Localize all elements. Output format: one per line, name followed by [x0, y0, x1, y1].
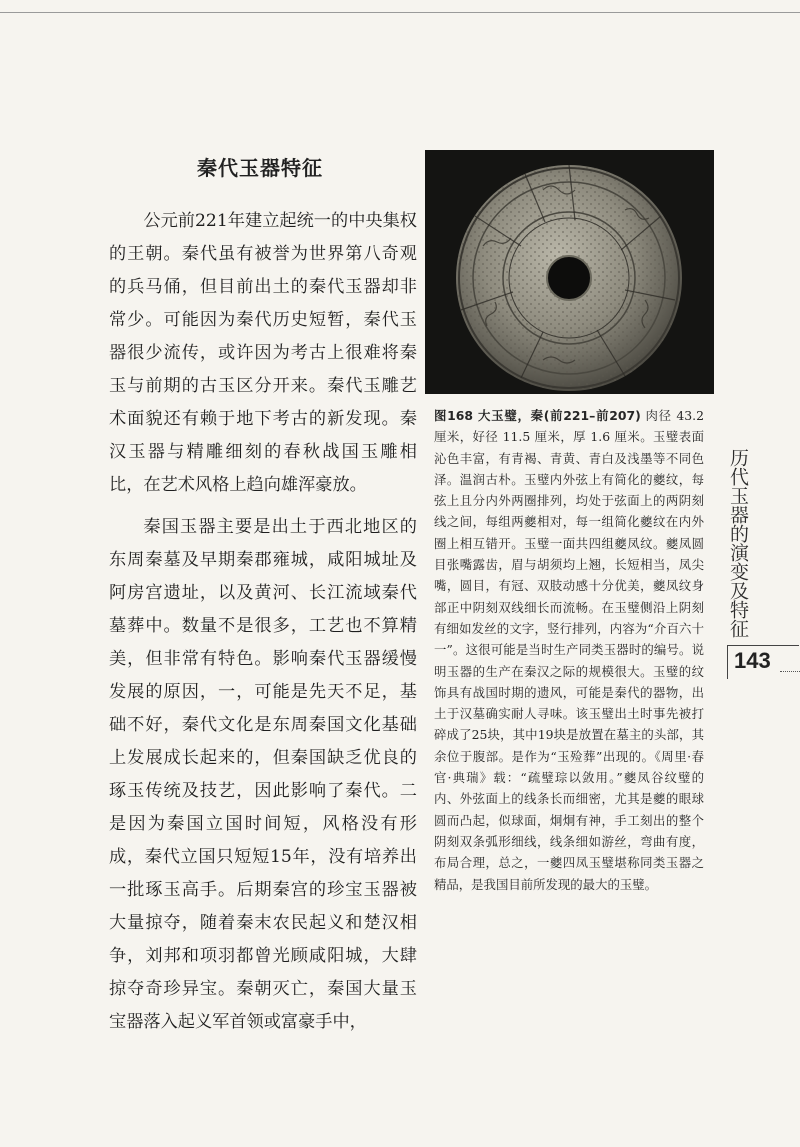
- chapter-title: 历代玉器的演变及特征: [727, 448, 749, 638]
- section-title: 秦代玉器特征: [197, 156, 323, 180]
- body-text: [109, 205, 417, 1039]
- page-number: 143: [734, 648, 771, 673]
- top-rule: [0, 12, 800, 13]
- paragraph-1: 公元前221年建立起统一的中央集权的王朝。秦代虽有被誉为世界第八奇观的兵马俑，但目前出土的秦代玉器却非常少。可能因为秦代历史短暂，秦代玉器很少流传，或许因为考古上很难将秦玉与前期的古玉区分开来。秦代玉雕艺术面貌还有赖于地下考古的新发现。秦汉玉器与精雕细刻的春秋战国玉雕相比，在艺术风格上趋向雄浑豪放。: [109, 211, 417, 495]
- caption-heading: 图168 大玉璧，秦(前221–前207): [434, 408, 641, 423]
- jade-bi-disc-photo: [425, 150, 714, 394]
- figure-caption: [434, 405, 704, 895]
- paragraph-2: 秦国玉器主要是出土于西北地区的东周秦墓及早期秦郡雍城，咸阳城址及阿房宫遗址，以及黄河、长江流域秦代墓葬中。数量不是很多，工艺也不算精美，但非常有特色。影响秦代玉器缓慢发展的原因，一，可能是先天不足，基础不好，秦代文化是东周秦国文化基础上发展成长起来的，但秦国缺乏优良的琢玉传统及技艺，因此影响了秦代。二是因为秦国立国时间短，风格没有形成，秦代立国只短短15年，没有培养出一批琢玉高手。后期秦宫的珍宝玉器被大量掠夺，随着秦末农民起义和楚汉相争，刘邦和项羽都曾光顾咸阳城，大肆掠夺奇珍异宝。秦朝灭亡，秦国大量玉宝器落入起义军首领或富豪手中，: [109, 517, 417, 1032]
- caption-body: 肉径 43.2 厘米，好径 11.5 厘米，厚 1.6 厘米。玉璧表面沁色丰富，有青褐、青黄、青白及浅墨等不同色泽。温润古朴。玉璧内外弦上有简化的夔纹，每弦上且分内外两圈排列，均处于弦面上的两阴刻线之间，每组两夔相对，每一组简化夔纹在内外圈上相互错开。玉璧一面共四组夔凤纹。夔凤圆目张嘴露齿，眉与胡须均上翘，长短相当，凤尖嘴，圆目，有冠、双肢动感十分优美，夔凤纹身部正中阴刻双线细长而流畅。在玉璧侧沿上阴刻有细如发丝的文字，竖行排列，内容为“介百六十一”。这很可能是当时生产同类玉器时的编号。说明玉器的生产在秦汉之际的规模很大。玉璧的纹饰具有战国时期的遗风，可能是秦代的器物，出土于汉墓确实耐人寻味。该玉璧出土时事先被打碎成了25块，其中19块是放置在墓主的头部，其余位于腹部。是作为“玉殓葬”出现的。《周里·春官·典瑞》载：“疏璧琮以敛用。”夔凤谷纹璧的内、外弦面上的线条长而细密，尤其是夔的眼球圆而凸起，似球面，炯炯有神，手工刻出的整个阴刻双条弧形细线，线条细如游丝，弯曲有度，布局合理，总之，一夔四凤玉璧堪称同类玉器之精品，是我国目前所发现的最大的玉璧。: [434, 408, 704, 892]
- page-dots: [780, 671, 800, 672]
